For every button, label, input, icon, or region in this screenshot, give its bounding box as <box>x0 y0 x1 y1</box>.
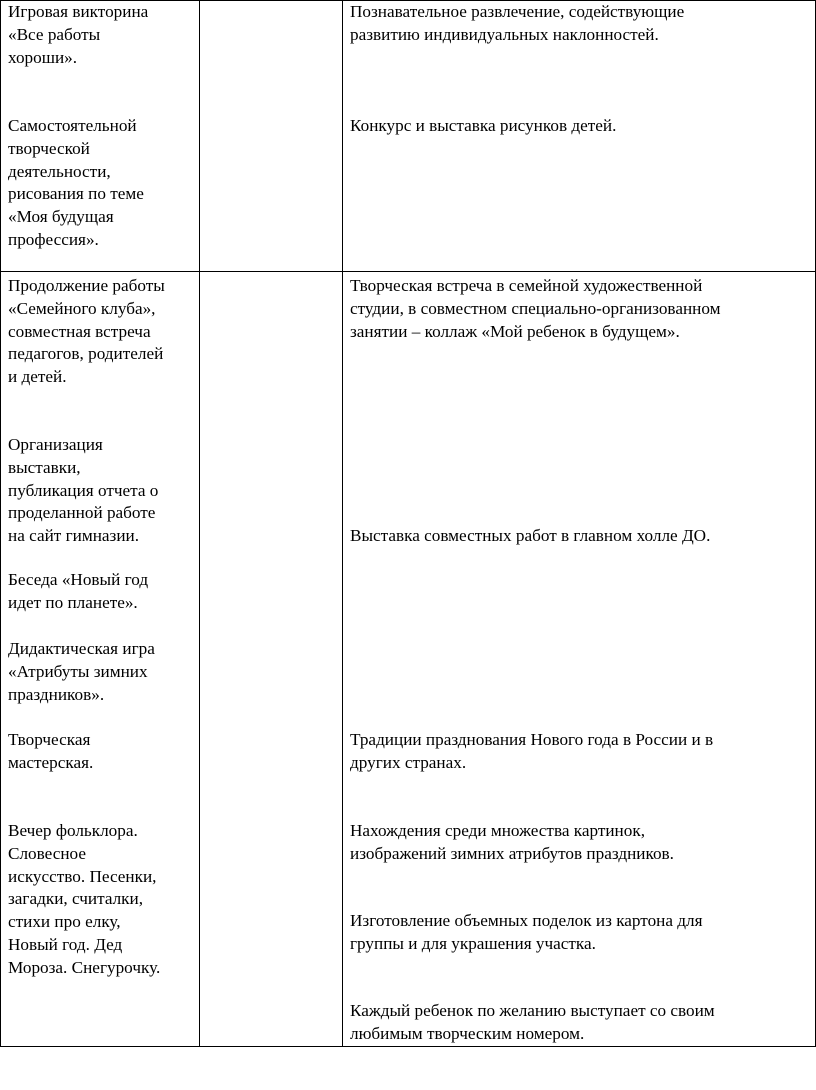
activity-cell-text: Беседа «Новый год идет по планете». <box>8 570 149 612</box>
description-cell-text: Традиции празднования Нового года в России и в других странах. <box>350 730 714 772</box>
description-cell-text: Познавательное развлечение, содействующие развитию индивидуальных наклонностей. <box>350 2 685 44</box>
column-divider-1 <box>199 0 200 1047</box>
description-cell-text: Изготовление объемных поделок из картона для группы и для украшения участка. <box>350 911 703 953</box>
table-bottom-border <box>0 1046 816 1047</box>
description-cell-text: Творческая встреча в семейной художественной студии, в совместном специально-организованном занятии – коллаж «Мой ребенок в будущем». <box>350 276 721 341</box>
activity-cell-text: Дидактическая игра «Атрибуты зимних праздников». <box>8 639 155 704</box>
description-cell-text: Нахождения среди множества картинок, изображений зимних атрибутов праздников. <box>350 821 674 863</box>
activity-cell-text: Самостоятельной творческой деятельности, рисования по теме «Моя будущая профессия». <box>8 116 144 249</box>
activity-cell-text: Организация выставки, публикация отчета о проделанной работе на сайт гимназии. <box>8 435 159 546</box>
table-left-border <box>0 0 1 1047</box>
activity-cell-text: Игровая викторина «Все работы хороши». <box>8 2 149 67</box>
description-cell-text: Каждый ребенок по желанию выступает со своим любимым творческим номером. <box>350 1001 715 1043</box>
description-cell-text: Выставка совместных работ в главном холле ДО. <box>350 526 711 545</box>
activity-cell-text: Продолжение работы «Семейного клуба», совместная встреча педагогов, родителей и детей. <box>8 276 165 387</box>
column-divider-2 <box>342 0 343 1047</box>
description-cell-text: Конкурс и выставка рисунков детей. <box>350 116 617 135</box>
row-divider <box>0 271 816 272</box>
activity-cell-text: Творческая мастерская. <box>8 730 94 772</box>
activity-cell-text: Вечер фольклора. Словесное искусство. Песенки, загадки, считалки, стихи про елку, Новый год. Дед Мороза. Снегурочку. <box>8 821 161 977</box>
